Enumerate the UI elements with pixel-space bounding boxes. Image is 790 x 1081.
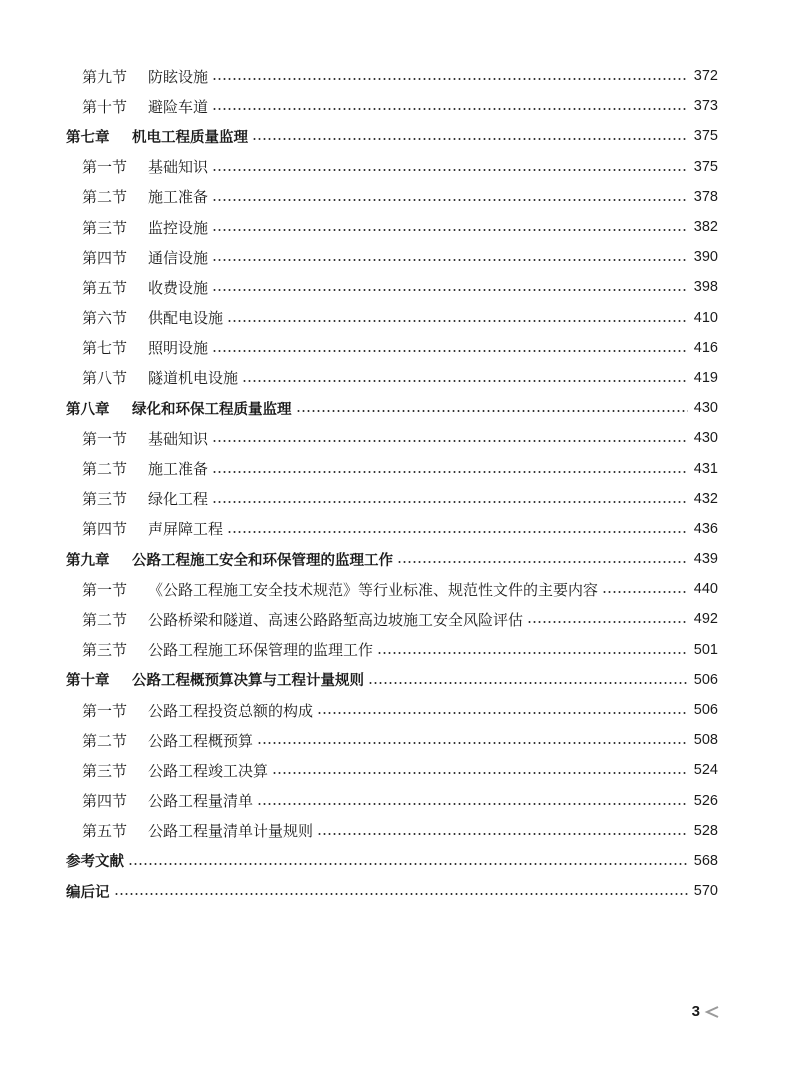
toc-entry-page: 430	[693, 400, 718, 417]
toc-entry-page: 430	[693, 430, 718, 447]
table-of-contents	[66, 61, 718, 906]
toc-entry-number: 第二节	[82, 460, 128, 479]
toc-entry-number: 第三节	[82, 218, 128, 237]
toc-entry-title: 通信设施	[148, 248, 209, 267]
toc-entry-number: 第六节	[82, 309, 128, 328]
toc-entry-title: 公路工程概预算	[148, 731, 254, 750]
toc-entry-title: 照明设施	[148, 339, 209, 358]
toc-entry-page: 431	[693, 460, 718, 477]
toc-chapter-entry[interactable]	[66, 121, 718, 151]
toc-entry-title: 声屏障工程	[148, 520, 224, 539]
chevron-left-icon	[704, 1005, 720, 1019]
toc-entry-page: 439	[693, 551, 718, 568]
toc-section-entry[interactable]	[66, 604, 718, 634]
toc-leader-dots	[212, 440, 688, 442]
toc-entry-title: 隧道机电设施	[148, 369, 239, 388]
toc-section-entry[interactable]	[66, 635, 718, 665]
toc-backmatter-entry[interactable]	[66, 876, 718, 906]
toc-entry-title: 编后记	[66, 884, 110, 901]
toc-chapter-entry[interactable]	[66, 544, 718, 574]
toc-section-entry[interactable]	[66, 423, 718, 453]
toc-entry-number: 第九节	[82, 67, 128, 86]
toc-entry-number: 第十节	[82, 97, 128, 116]
toc-entry-number: 第七节	[82, 339, 128, 358]
toc-entry-page: 382	[693, 219, 718, 236]
toc-entry-title: 供配电设施	[148, 309, 224, 328]
toc-section-entry[interactable]	[66, 484, 718, 514]
toc-entry-title: 公路工程概预算决算与工程计量规则	[132, 673, 364, 690]
toc-entry-number: 第四节	[82, 248, 128, 267]
toc-leader-dots	[212, 199, 688, 201]
toc-entry-title: 绿化和环保工程质量监理	[132, 401, 292, 418]
toc-entry-page: 390	[693, 249, 718, 266]
toc-section-entry[interactable]	[66, 272, 718, 302]
toc-leader-dots	[397, 561, 688, 563]
toc-entry-page: 419	[693, 369, 718, 386]
toc-leader-dots	[257, 742, 688, 744]
toc-entry-number: 第八章	[66, 401, 110, 418]
toc-section-entry[interactable]	[66, 242, 718, 272]
toc-entry-title: 《公路工程施工安全技术规范》等行业标准、规范性文件的主要内容	[148, 580, 599, 599]
toc-entry-title: 避险车道	[148, 97, 209, 116]
toc-section-entry[interactable]	[66, 695, 718, 725]
toc-entry-page: 432	[693, 490, 718, 507]
toc-leader-dots	[227, 320, 688, 322]
toc-entry-number: 第十章	[66, 673, 110, 690]
toc-entry-number: 第三节	[82, 761, 128, 780]
toc-entry-title: 机电工程质量监理	[132, 129, 248, 146]
toc-chapter-entry[interactable]	[66, 393, 718, 423]
toc-backmatter-entry[interactable]	[66, 846, 718, 876]
toc-entry-title: 参考文献	[66, 854, 124, 871]
toc-entry-number: 第四节	[82, 520, 128, 539]
toc-section-entry[interactable]	[66, 363, 718, 393]
toc-entry-page: 375	[693, 128, 718, 145]
toc-leader-dots	[212, 471, 688, 473]
toc-leader-dots	[128, 863, 688, 865]
toc-section-entry[interactable]	[66, 61, 718, 91]
toc-section-entry[interactable]	[66, 786, 718, 816]
toc-entry-page: 506	[693, 671, 718, 688]
toc-entry-page: 375	[693, 158, 718, 175]
toc-entry-number: 第五节	[82, 822, 128, 841]
toc-section-entry[interactable]	[66, 303, 718, 333]
toc-leader-dots	[212, 350, 688, 352]
toc-entry-page: 436	[693, 520, 718, 537]
toc-entry-title: 公路桥梁和隧道、高速公路路堑高边坡施工安全风险评估	[148, 610, 524, 629]
toc-entry-page: 410	[693, 309, 718, 326]
page-number: 3	[691, 1003, 700, 1020]
toc-entry-title: 基础知识	[148, 158, 209, 177]
toc-entry-page: 440	[693, 581, 718, 598]
toc-entry-number: 第四节	[82, 792, 128, 811]
toc-section-entry[interactable]	[66, 514, 718, 544]
toc-leader-dots	[212, 229, 688, 231]
toc-entry-number: 第二节	[82, 188, 128, 207]
toc-leader-dots	[602, 591, 688, 593]
toc-leader-dots	[212, 259, 688, 261]
toc-leader-dots	[272, 772, 688, 774]
toc-entry-page: 568	[693, 852, 718, 869]
toc-section-entry[interactable]	[66, 212, 718, 242]
toc-entry-page: 372	[693, 68, 718, 85]
toc-leader-dots	[296, 410, 689, 412]
toc-leader-dots	[257, 803, 688, 805]
toc-entry-number: 第三节	[82, 641, 128, 660]
toc-entry-number: 第五节	[82, 278, 128, 297]
page-footer	[692, 1003, 720, 1020]
toc-leader-dots	[368, 682, 688, 684]
toc-section-entry[interactable]	[66, 152, 718, 182]
toc-entry-title: 绿化工程	[148, 490, 209, 509]
toc-entry-title: 公路工程量清单	[148, 792, 254, 811]
toc-entry-number: 第一节	[82, 158, 128, 177]
toc-entry-title: 施工准备	[148, 188, 209, 207]
toc-leader-dots	[527, 621, 688, 623]
toc-entry-title: 基础知识	[148, 429, 209, 448]
toc-entry-number: 第七章	[66, 129, 110, 146]
toc-section-entry[interactable]	[66, 91, 718, 121]
toc-section-entry[interactable]	[66, 755, 718, 785]
toc-entry-page: 528	[693, 822, 718, 839]
toc-leader-dots	[242, 380, 688, 382]
toc-entry-page: 398	[693, 279, 718, 296]
toc-section-entry[interactable]	[66, 574, 718, 604]
toc-entry-page: 570	[693, 883, 718, 900]
toc-entry-number: 第八节	[82, 369, 128, 388]
toc-entry-title: 公路工程竣工决算	[148, 761, 269, 780]
toc-entry-number: 第二节	[82, 731, 128, 750]
toc-entry-title: 施工准备	[148, 460, 209, 479]
toc-entry-page: 508	[693, 732, 718, 749]
toc-section-entry[interactable]	[66, 725, 718, 755]
toc-leader-dots	[212, 169, 688, 171]
toc-leader-dots	[317, 833, 688, 835]
toc-entry-title: 收费设施	[148, 278, 209, 297]
toc-entry-page: 416	[693, 339, 718, 356]
toc-entry-page: 526	[693, 792, 718, 809]
toc-leader-dots	[212, 108, 688, 110]
toc-entry-number: 第二节	[82, 610, 128, 629]
toc-leader-dots	[377, 652, 688, 654]
toc-entry-page: 506	[693, 702, 718, 719]
toc-entry-title: 公路工程量清单计量规则	[148, 822, 314, 841]
toc-entry-page: 378	[693, 188, 718, 205]
toc-leader-dots	[252, 138, 688, 140]
toc-entry-page: 501	[693, 641, 718, 658]
toc-section-entry[interactable]	[66, 182, 718, 212]
toc-leader-dots	[212, 78, 688, 80]
toc-entry-number: 第一节	[82, 701, 128, 720]
toc-entry-title: 公路工程投资总额的构成	[148, 701, 314, 720]
toc-entry-number: 第一节	[82, 429, 128, 448]
toc-leader-dots	[227, 531, 688, 533]
toc-leader-dots	[317, 712, 688, 714]
toc-leader-dots	[114, 893, 689, 895]
toc-section-entry[interactable]	[66, 816, 718, 846]
toc-entry-page: 373	[693, 98, 718, 115]
toc-entry-title: 防眩设施	[148, 67, 209, 86]
toc-entry-title: 公路工程施工安全和环保管理的监理工作	[132, 552, 393, 569]
toc-leader-dots	[212, 501, 688, 503]
toc-section-entry[interactable]	[66, 333, 718, 363]
toc-chapter-entry[interactable]	[66, 665, 718, 695]
toc-entry-title: 公路工程施工环保管理的监理工作	[148, 641, 374, 660]
toc-entry-title: 监控设施	[148, 218, 209, 237]
toc-entry-page: 524	[693, 762, 718, 779]
toc-entry-number: 第三节	[82, 490, 128, 509]
toc-entry-page: 492	[693, 611, 718, 628]
toc-section-entry[interactable]	[66, 453, 718, 483]
toc-leader-dots	[212, 289, 688, 291]
toc-entry-number: 第九章	[66, 552, 110, 569]
toc-entry-number: 第一节	[82, 580, 128, 599]
